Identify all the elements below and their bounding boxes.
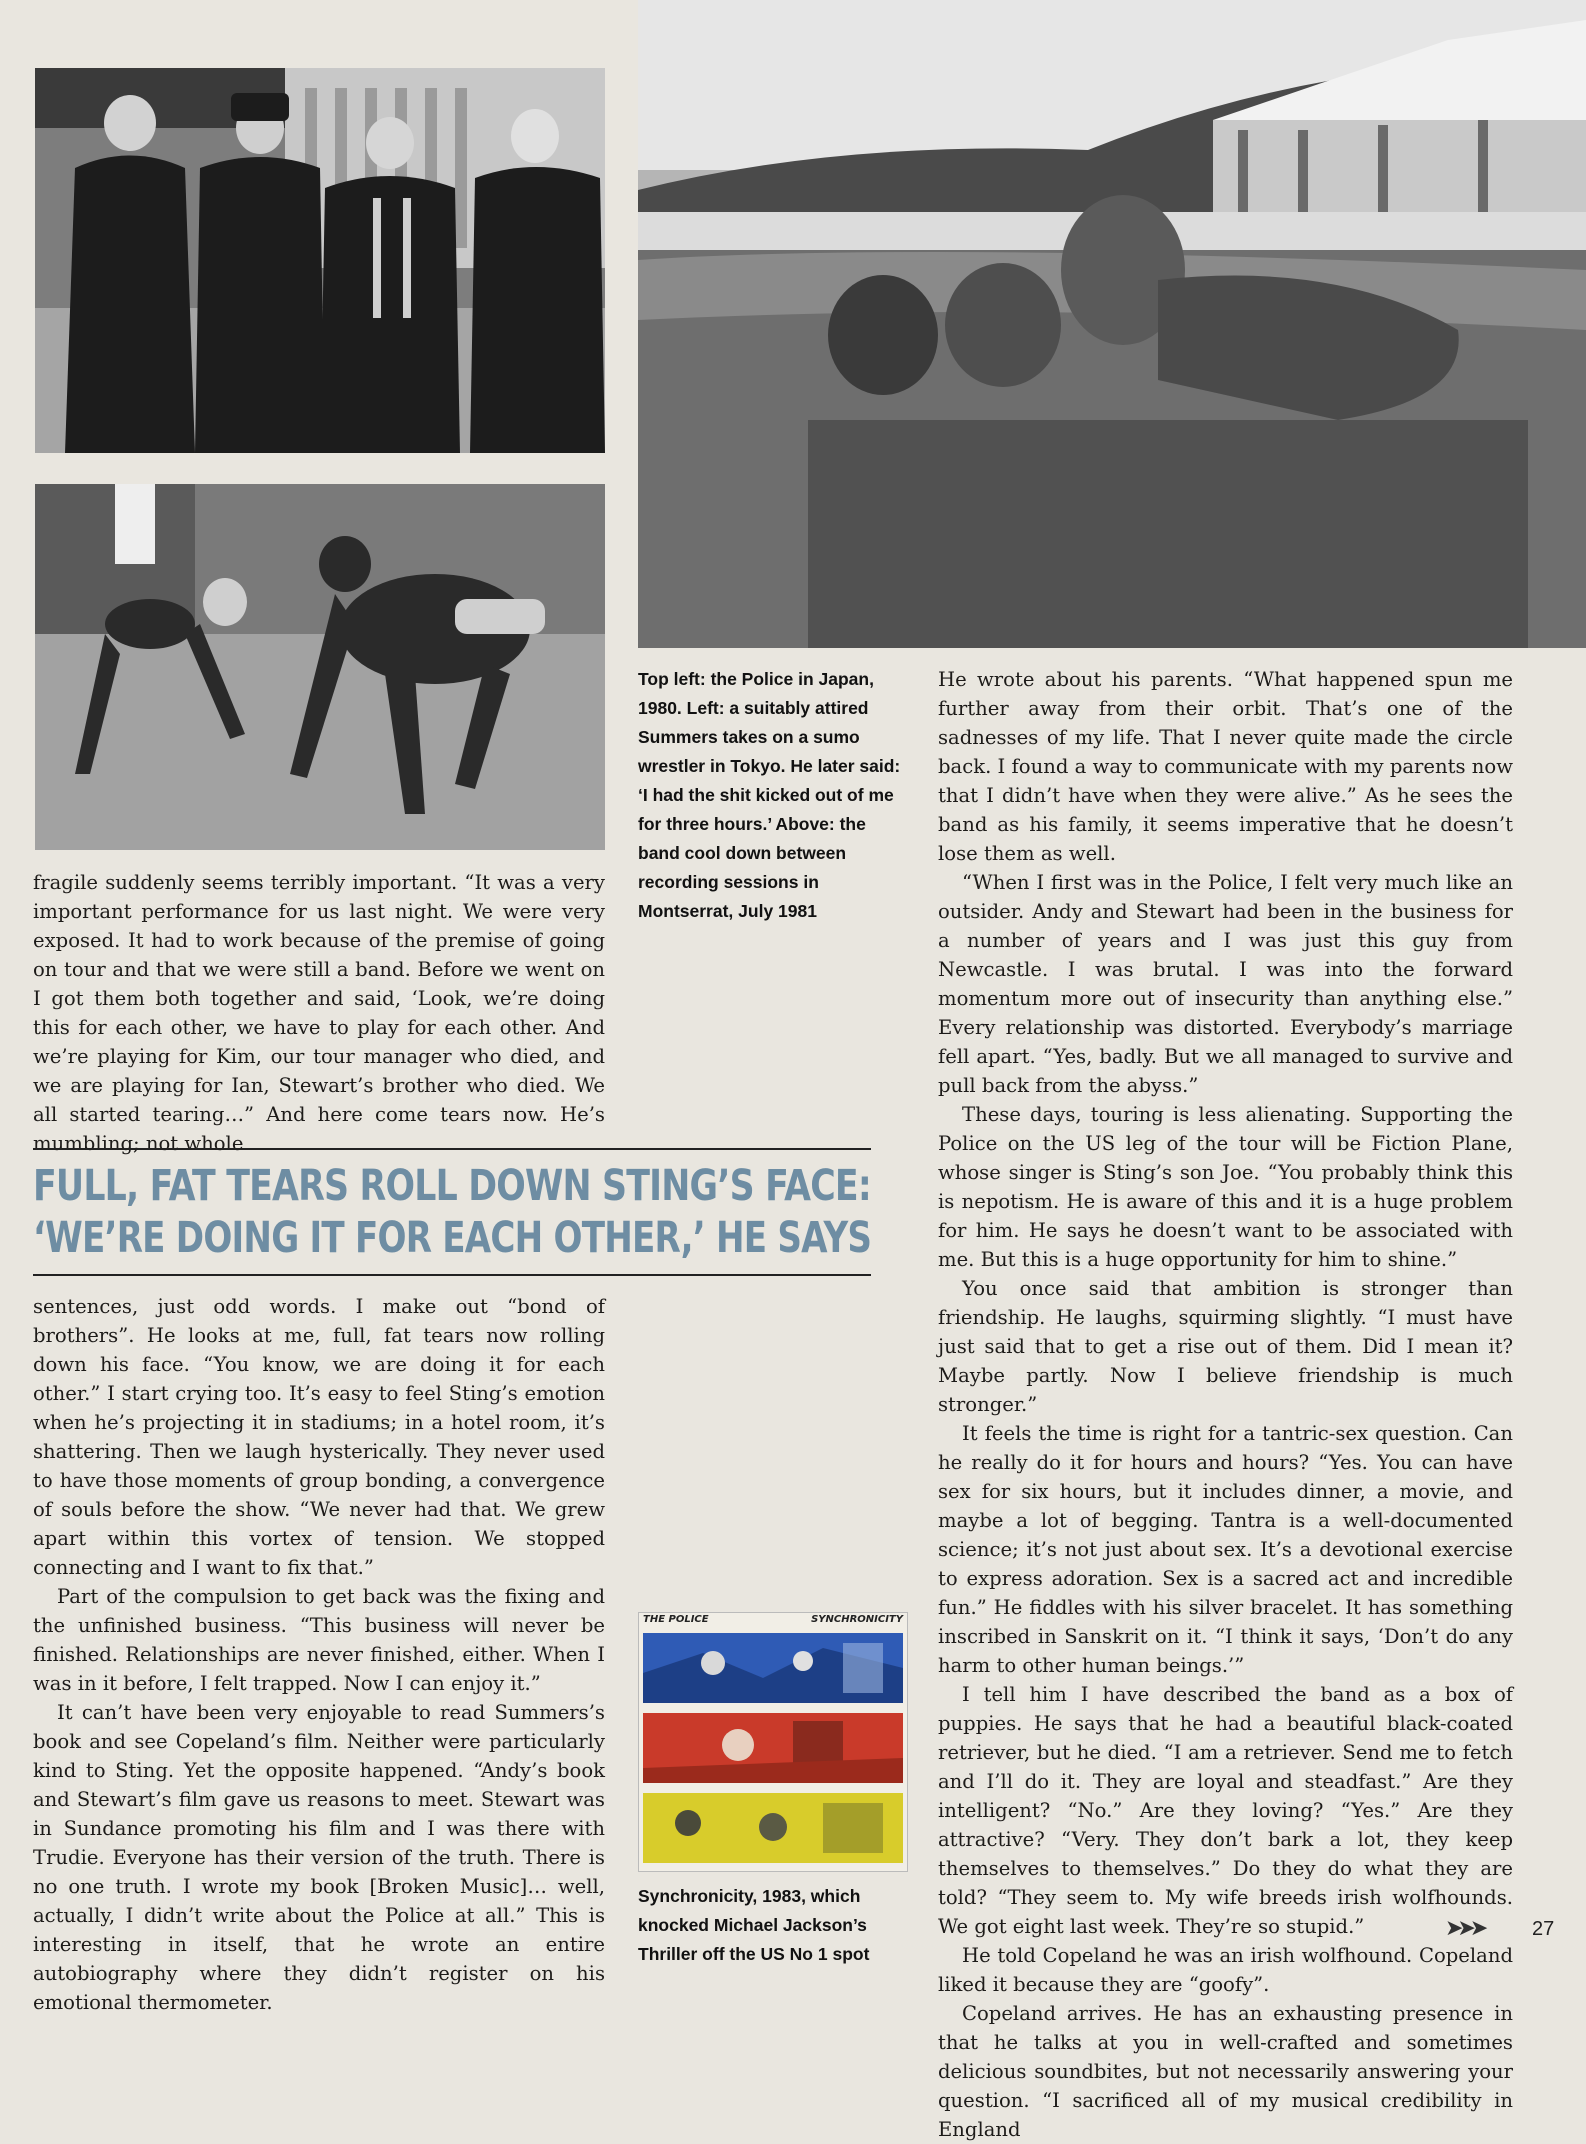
photo-police-japan (35, 68, 605, 453)
paragraph: I tell him I have described the band as a box of puppies. He says that he had a beautiful black-coated retriever, but he died. “I am a retriever. Send me to fetch and I’ll do it. They are loyal and steadfast.” Are they intelligent? “No.” Are they loving? “Yes.” Are they attractive? “Very. They don’t bark a lot, they keep themselves to themselves.” Do they do what they are told? “They seem to. My wife breeds irish wolfhounds. We got eight last week. They’re so stupid.” (938, 1683, 1513, 1938)
paragraph: You once said that ambition is stronger than friendship. He laughs, squirming slightly. “I must have just said that to get a rise out of them. Did I mean it? Maybe partly. Now I believe friendship is much stronger.” (938, 1277, 1513, 1416)
page-number: 27 (1532, 1918, 1555, 1940)
article-text-left-top (33, 868, 605, 1158)
article-text-right (938, 665, 1513, 2144)
album-stripe-red (643, 1713, 903, 1783)
photo-sumo-wrestler-art (35, 484, 605, 850)
paragraph: He wrote about his parents. “What happened spun me further away from their orbit. That’s one of the sadnesses of my life. That I never quite made the circle back. I found a way to communicate with my parents now that I didn’t have when they were alive.” As he sees the band as his family, it seems imperative that he doesn’t lose them as well. (938, 668, 1513, 865)
album-header (643, 1614, 903, 1632)
album-stripe-red-art (643, 1713, 903, 1783)
paragraph: These days, touring is less alienating. Supporting the Police on the US leg of the tour will be Fiction Plane, whose singer is Sting’s son Joe. “You probably think this is nepotism. He is aware of this and it is a huge problem for him. He says he doesn’t want to be associated with me. But this is a huge opportunity for him to shine.” (938, 1103, 1513, 1271)
photo-band-in-pool (638, 0, 1586, 648)
photo-sumo-wrestler (35, 484, 605, 850)
paragraph: It can’t have been very enjoyable to read Summers’s book and see Copeland’s film. Neither were particularly kind to Sting. Yet the opposite happened. “Andy’s book and Stewart’s film gave us reasons to meet. Stewart was in Sundance promoting his film and I was there with Trudie. Everyone has their version of the truth. There is no one truth. I wrote my book [Broken Music]… well, actually, I didn’t write about the Police at all.” This is interesting in itself, that he wrote an entire autobiography where they didn’t register on his emotional thermometer. (33, 1701, 605, 2014)
album-stripe-yellow-art (643, 1793, 903, 1863)
paragraph: Part of the compulsion to get back was the fixing and the unfinished business. “This business will never be finished. Relationships are never finished, either. When I was in it before, I felt trapped. Now I can enjoy it.” (33, 1585, 605, 1695)
photo-police-japan-art (35, 68, 605, 453)
paragraph: Copeland arrives. He has an exhausting presence in that he talks at you in well-crafted and sometimes delicious soundbites, but not necessarily answering your question. “I sacrificed all of my musical credibility in England (938, 2002, 1513, 2141)
paragraph: fragile suddenly seems terribly important. “It was a very important performance for us last night. We were very exposed. It had to work because of the premise of going on tour and that we were still a band. Before we went on I got them both together and said, ‘Look, we’re doing this for each other, we have to play for each other. And we’re playing for Kim, our tour manager who died, and we are playing for Ian, Stewart’s brother who died. We all started tearing…” And here come tears now. He’s mumbling; not whole (33, 871, 605, 1155)
paragraph: He told Copeland he was an irish wolfhound. Copeland liked it because they are “goofy”. (938, 1944, 1513, 1996)
album-caption: Synchronicity, 1983, which knocked Michael Jackson’s Thriller off the US No 1 spot (638, 1886, 870, 1964)
article-text-left-bottom (33, 1292, 605, 2017)
pull-quote (33, 1148, 871, 1276)
continue-arrow-icon: ➤➤➤ (1445, 1916, 1483, 1941)
album-stripe-blue (643, 1633, 903, 1703)
pull-quote-line-1: FULL, FAT TEARS ROLL DOWN STING’S FACE: (33, 1161, 871, 1211)
album-cover-synchronicity (638, 1612, 908, 1872)
paragraph: It feels the time is right for a tantric-sex question. Can he really do it for hours and hours? “Yes. You can have sex for six hours, but it includes dinner, a movie, and maybe a lot of begging. Tantra is a well-documented science; it’s not just about sex. It’s a devotional exercise to express adoration. Sex is a sacred act and incredible fun.” He fiddles with his silver bracelet. It has something inscribed in Sanskrit on it. “I think it says, ‘Don’t do any harm to other human beings.’” (938, 1422, 1513, 1677)
album-stripe-yellow (643, 1793, 903, 1863)
album-title: SYNCHRONICITY (811, 1614, 903, 1625)
photo-caption: Top left: the Police in Japan, 1980. Left: a suitably attired Summers takes on a sumo wrestler in Tokyo. He later said: ‘I had the shit kicked out of me for three hours.’ Above: the band cool down between recording sessions in Montserrat, July 1981 (638, 669, 901, 921)
paragraph: “When I first was in the Police, I felt very much like an outsider. Andy and Stewart had been in the business for a number of years and I was just this guy from Newcastle. I was brutal. I was into the forward momentum more out of insecurity than anything else.” Every relationship was distorted. Everybody’s marriage fell apart. “Yes, badly. But we all managed to survive and pull back from the abyss.” (938, 871, 1513, 1097)
paragraph: sentences, just odd words. I make out “bond of brothers”. He looks at me, full, fat tears now rolling down his face. “You know, we are doing it for each other.” I start crying too. It’s easy to feel Sting’s emotion when he’s projecting it in stadiums; in a hotel room, it’s shattering. Then we laugh hysterically. They never used to have those moments of group bonding, a convergence of souls before the show. “We never had that. We grew apart within this vortex of tension. We stopped connecting and I want to fix that.” (33, 1295, 605, 1579)
album-band-name: THE POLICE (643, 1614, 709, 1625)
album-stripe-blue-art (643, 1633, 903, 1703)
pull-quote-line-2: ‘WE’RE DOING IT FOR EACH OTHER,’ HE SAYS (33, 1213, 872, 1263)
photo-band-in-pool-art (638, 0, 1586, 648)
